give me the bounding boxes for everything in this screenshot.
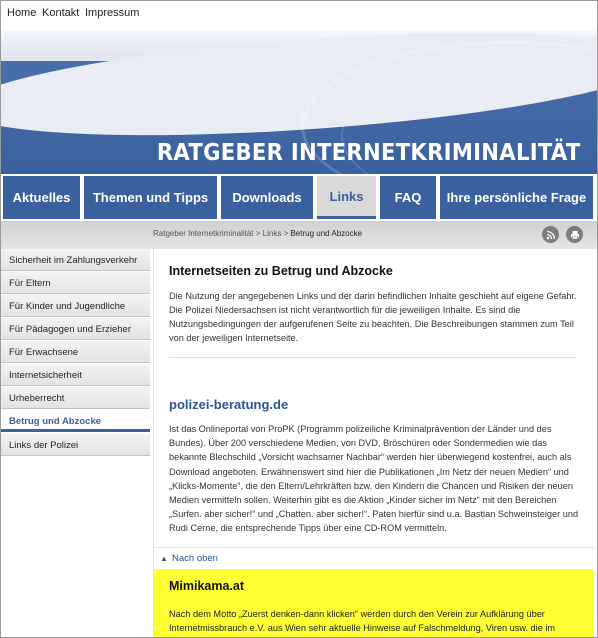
sidebar-item-kinder-jugendliche[interactable]: Für Kinder und Jugendliche [1,295,150,317]
back-to-top-label[interactable]: Nach oben [172,553,218,564]
site-title: RATGEBER INTERNETKRIMINALITÄT [157,140,581,166]
page-title: Internetseiten zu Betrug und Abzocke [169,264,393,278]
tab-downloads[interactable]: Downloads [221,176,313,219]
link-description: Nach dem Motto „Zuerst denken-dann klicken“ werden durch den Verein zur Aufklärung über Internetmissbrauch e.V. aus Wien sehr aktuelle Hinweise auf Falschmeldung, Viren usw. die im [169,609,556,633]
breadcrumb-current: Betrug und Abzocke [290,229,363,238]
link-title-polizei-beratung[interactable]: polizei-beratung.de [169,397,289,412]
breadcrumb [153,229,362,238]
highlight-box [154,569,594,638]
topnav-impressum-link[interactable]: Impressum [85,7,140,19]
link-description: Ist das Onlineportal von ProPK (Programm polizeiliche Kriminalprävention der Länder und des Bundes). Über 200 verschiedene Medien, von DVD, Bröschüren oder Sondermedien wie das bekannte Blechschild „Vorsicht wachsamer Nachbar“ werden hier überwiegend kostenfrei, auch als Download angeboten. Erwähnenswert sind hier die Publikationen „Im Netz der neuen Medien“ und „Klicks-Momente“, die den Eltern/Lehrkräften bzw. den Kindern die Chancen und Risiken der neuen Medien vermitteln sollen. Weiterhin gibt es die Aktion „Kinder sicher im Netz“ mit den Bereichen „Surfen. aber sicher!“ und „Chatten. aber sicher!“. Paten hierfür sind u.a. Bastian Schweinsteiger und Rudi Cerne, die entsprechende Tipps über eine CD-ROM vermitteln. [169,424,579,534]
main-content [153,249,593,638]
breadcrumb-separator: > [283,229,289,238]
breadcrumb-bar [1,221,598,249]
tab-faq[interactable]: FAQ [380,176,436,219]
sidebar-item-zahlungsverkehr[interactable]: Sicherheit im Zahlungsverkehr [1,249,150,271]
chevron-up-icon: ▲ [160,554,168,563]
sidebar [1,249,150,638]
tab-links[interactable]: Links [317,176,376,219]
sidebar-item-paedagogen[interactable]: Für Pädagogen und Erzieher [1,318,150,340]
divider [169,357,577,358]
sidebar-item-erwachsene[interactable]: Für Erwachsene [1,341,150,363]
link-title-mimikama[interactable]: Mimikama.at [169,579,245,593]
tab-ihre-persoenliche-frage[interactable]: Ihre persönliche Frage [440,176,593,219]
rss-icon[interactable] [542,226,559,243]
breadcrumb-item[interactable]: Ratgeber Internetkriminalität [153,229,254,238]
top-navigation [1,1,597,31]
sidebar-item-links-polizei[interactable]: Links der Polizei [1,434,150,456]
sidebar-item-eltern[interactable]: Für Eltern [1,272,150,294]
main-navigation [1,174,598,221]
sidebar-item-urheberrecht[interactable]: Urheberrecht [1,387,150,409]
breadcrumb-separator: > [255,229,261,238]
back-to-top[interactable] [154,547,594,569]
print-icon[interactable] [566,226,583,243]
breadcrumb-item[interactable]: Links [262,229,282,238]
sidebar-item-internetsicherheit[interactable]: Internetsicherheit [1,364,150,386]
tab-themen-und-tipps[interactable]: Themen und Tipps [84,176,217,219]
sidebar-item-betrug-abzocke[interactable]: Betrug und Abzocke [1,410,150,432]
intro-text: Die Nutzung der angegebenen Links und der darin befindlichen Inhalte geschieht auf eigene Gefahr. Die Polizei Niedersachsen ist nicht verantwortlich für die jeweiligen Inhalte. Es sind die Nutzungsbedingungen der aufgerufenen Seite zu beachten. Die Beschreibungen stammen zum Teil von der jeweiligen Internetseite. [169,291,577,343]
tab-aktuelles[interactable]: Aktuelles [3,176,80,219]
topnav-kontakt-link[interactable]: Kontakt [42,7,80,19]
topnav-home-link[interactable]: Home [7,7,37,19]
header-banner [1,31,598,174]
